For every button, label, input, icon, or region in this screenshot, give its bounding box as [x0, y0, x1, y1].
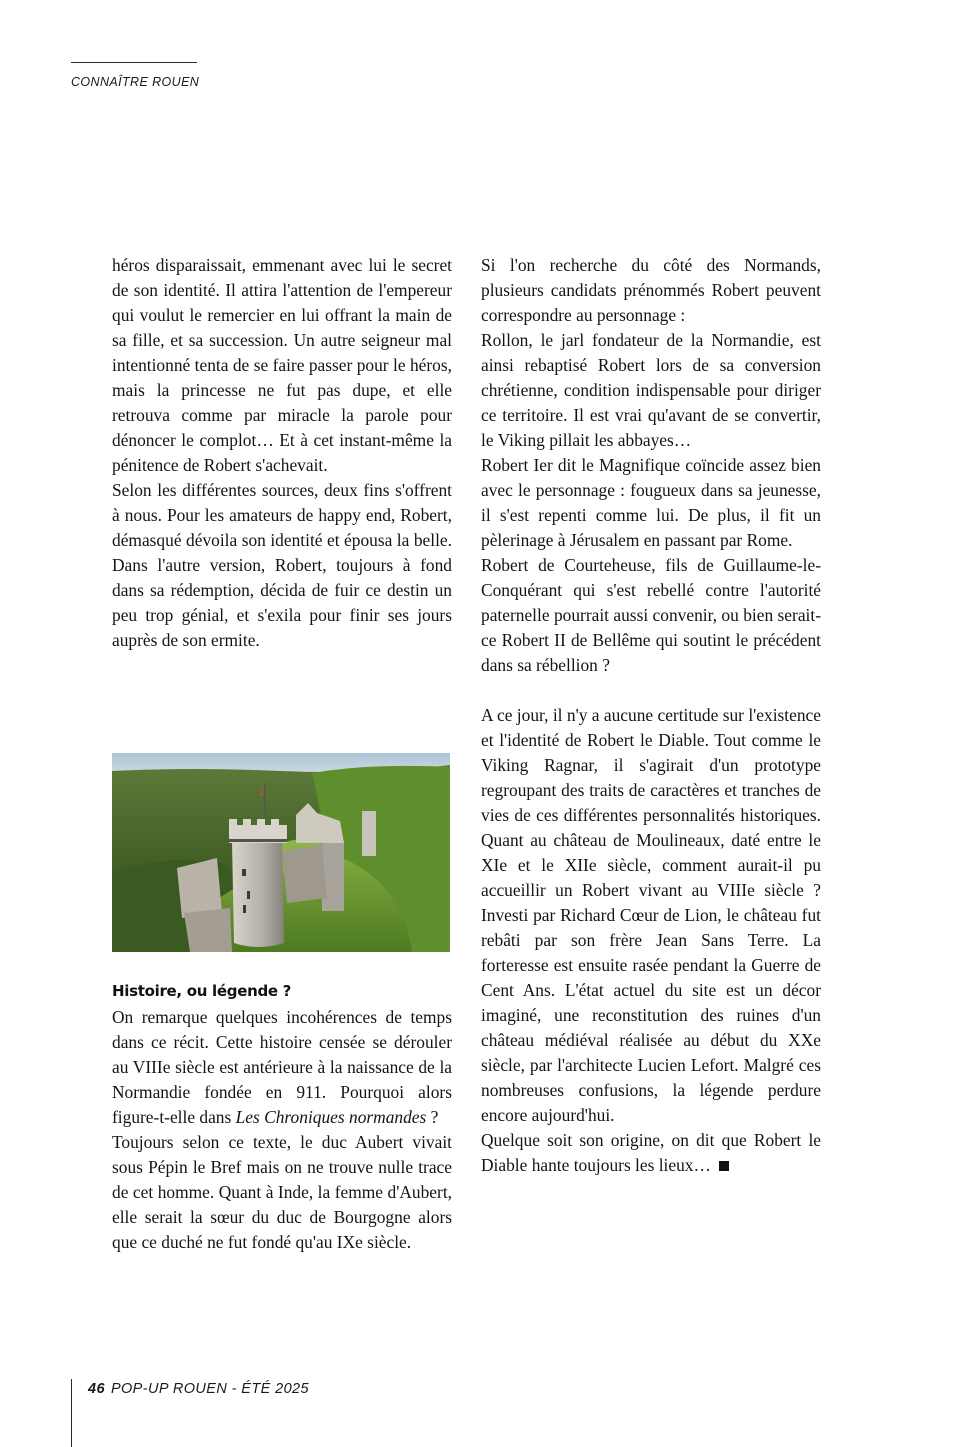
paragraph: [481, 1128, 821, 1178]
paragraph-text: Quelque soit son origine, on dit que Robert le Diable hante toujours les lieux…: [481, 1130, 821, 1175]
paragraph-text: On remarque quelques incohérences de temps dans ce récit. Cette histoire censée se dérouler au VIIIe siècle est antérieure à la naissance de la Normandie fondée en 911. Pourquoi alors figure-t-elle dans: [112, 1007, 452, 1127]
paragraph: héros disparaissait, emmenant avec lui le secret de son identité. Il attira l'attention de l'empereur qui voulut le remercier en lui offrant la main de sa fille, et sa succession. Un autre seigneur mal intentionné tenta de se faire passer pour le héros, mais la princesse ne fut pas dupe, et elle retrouva comme par miracle la parole pour dénoncer le complot… Et à cet instant-même la pénitence de Robert s'achevait.: [112, 255, 452, 475]
paragraph: Toujours selon ce texte, le duc Aubert vivait sous Pépin le Bref mais on ne trouve nulle trace de cet homme. Quant à Inde, la femme d'Aubert, elle serait la sœur du duc de Bourgogne alors que ce duché ne fut fondé qu'au IXe siècle.: [112, 1132, 452, 1252]
subheading: Histoire, ou légende ?: [112, 982, 292, 1000]
paragraph: Robert de Courteheuse, fils de Guillaume-le-Conquérant qui s'est rebellé contre l'autorité paternelle pourrait aussi convenir, ou bien serait-ce Robert II de Bellême qui soutint le précédent dans sa rébellion ?: [481, 555, 821, 675]
paragraph: [112, 1005, 452, 1130]
left-column-bottom: [112, 980, 452, 1255]
book-title: Les Chroniques normandes: [235, 1107, 427, 1127]
paragraph: A ce jour, il n'y a aucune certitude sur l'existence et l'identité de Robert le Diable. Tout comme le Viking Ragnar, il s'agirait d'un prototype regroupant des traits de caractères et tranches de vies de ces différentes personnalités historiques. Quant au château de Moulineaux, daté entre le XIe et le XIIe siècle, comment aurait-il pu accueillir un Robert vivant au VIIIe siècle ? Investi par Richard Cœur de Lion, le château fut rebâti par son frère Jean Sans Terre. La forteresse est ensuite rasée pendant la Guerre de Cent Ans. L'état actuel du site est un décor imaginé, une reconstitution des ruines d'un château médiéval réalisée au début du XXe siècle, par l'architecte Lucien Lefort. Malgré ces nombreuses confusions, la légende perdure encore aujourd'hui.: [481, 705, 821, 1125]
footer: [88, 1381, 309, 1397]
paragraph-gap: [481, 678, 821, 703]
page-number: 46: [88, 1381, 105, 1397]
left-column-top: [112, 253, 452, 653]
castle-photo-illustration: [112, 753, 450, 952]
end-of-article-icon: [719, 1161, 729, 1171]
castle-photo: [112, 753, 450, 952]
right-column: [481, 253, 821, 1178]
paragraph-text: ?: [426, 1107, 439, 1127]
paragraph: Robert Ier dit le Magnifique coïncide assez bien avec le personnage : fougueux dans sa jeunesse, il s'est repenti comme lui. De plus, il fit un pèlerinage à Jérusalem en passant par Rome.: [481, 455, 821, 550]
section-label: CONNAÎTRE ROUEN: [71, 75, 200, 89]
paragraph: Rollon, le jarl fondateur de la Normandie, est ainsi rebaptisé Robert lors de sa conversion chrétienne, condition indispensable pour diriger ce territoire. Il est vrai qu'avant de se convertir, le Viking pillait les abbayes…: [481, 330, 821, 450]
header-rule: [71, 62, 197, 63]
paragraph: Si l'on recherche du côté des Normands, plusieurs candidats prénommés Robert peuvent correspondre au personnage :: [481, 255, 821, 325]
footer-rule: [71, 1379, 72, 1447]
publication-name: POP-UP ROUEN - ÉTÉ 2025: [110, 1381, 309, 1397]
paragraph: Selon les différentes sources, deux fins s'offrent à nous. Pour les amateurs de happy end, Robert, démasqué dévoila son identité et épousa la belle. Dans l'autre version, Robert, toujours à fond dans sa rédemption, décida de fuir ce destin un peu trop génial, et s'exila pour finir ses jours auprès de son ermite.: [112, 480, 452, 650]
